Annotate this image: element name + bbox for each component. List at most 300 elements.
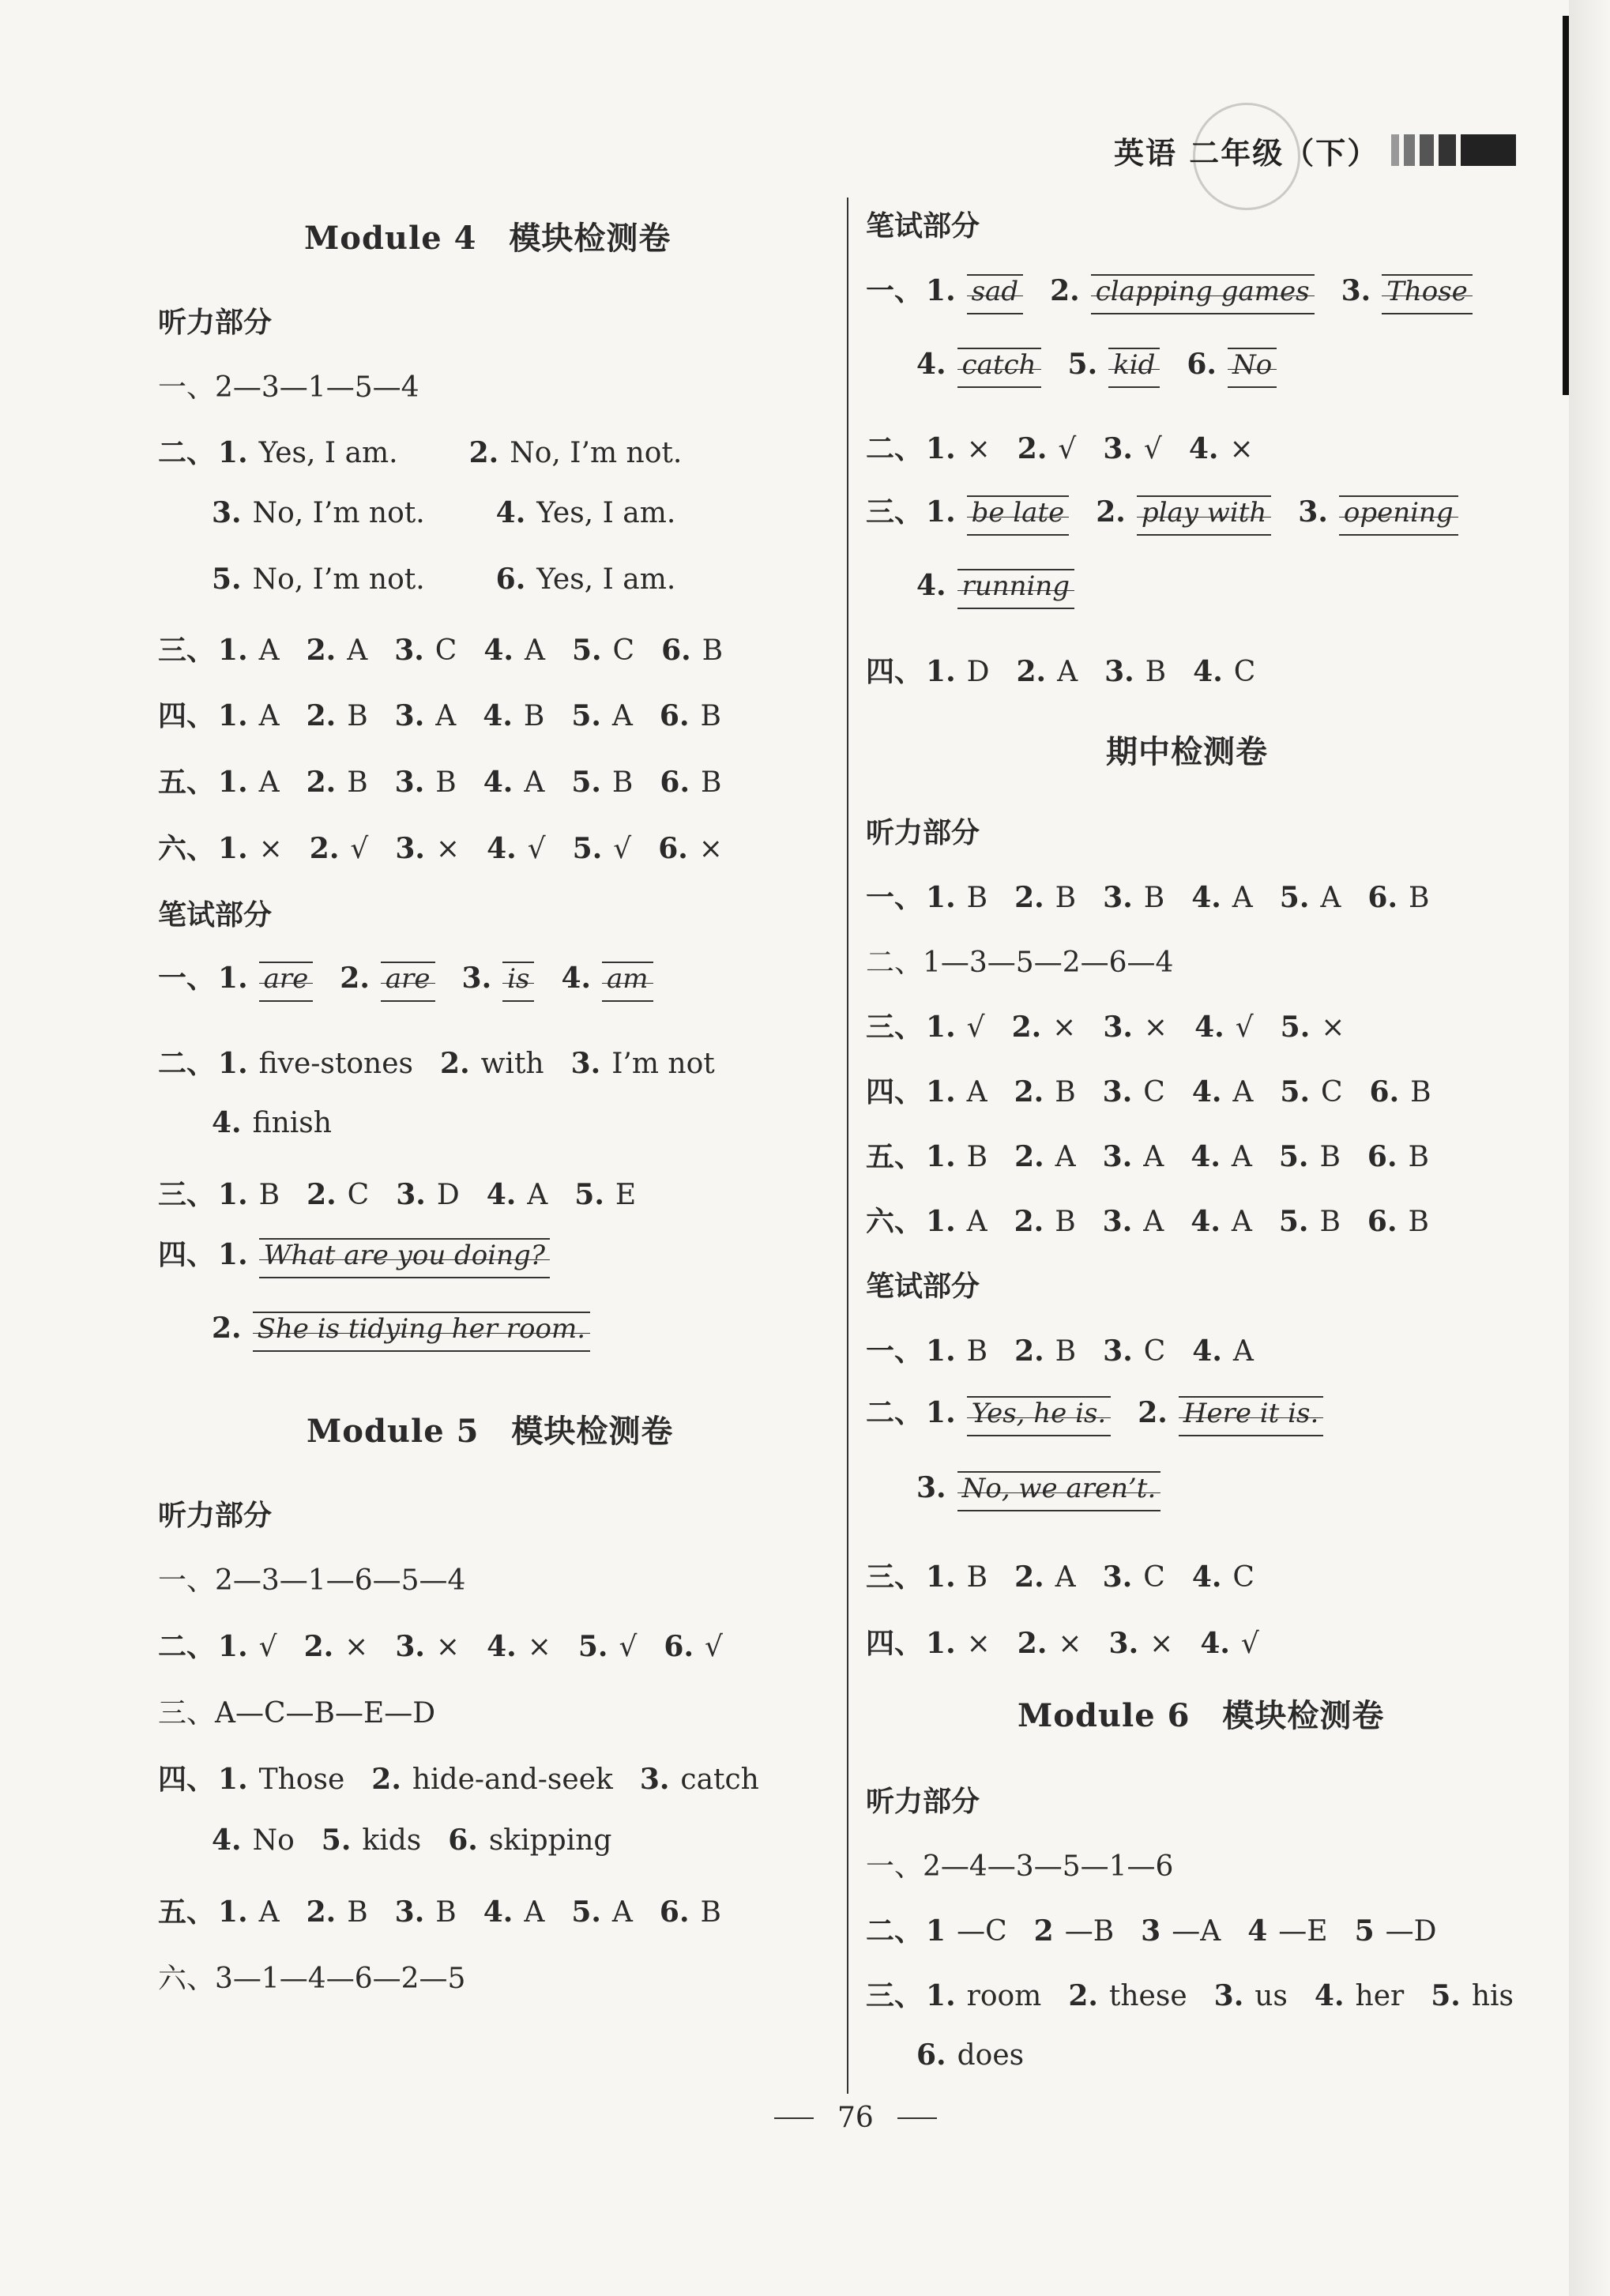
item-number: 1.	[926, 274, 956, 307]
item-number: 2.	[306, 766, 337, 799]
answer-text: B	[700, 1896, 721, 1929]
answer-row-mid-l6	[866, 1199, 1456, 1240]
item-number: 6.	[1187, 348, 1217, 381]
answer-text: A	[524, 766, 545, 799]
item-number: 5.	[212, 563, 242, 596]
answer-item	[926, 1396, 1111, 1436]
item-number: 2.	[1138, 1396, 1168, 1429]
answer-text: B	[966, 882, 988, 914]
item-number: 1.	[218, 1238, 248, 1271]
answer-item	[1192, 1075, 1254, 1108]
answer-text: √	[613, 833, 632, 865]
item-number: 4.	[483, 766, 513, 799]
question-prefix: 三、	[158, 634, 216, 667]
handwritten-answer: catch	[957, 348, 1041, 388]
item-number: 1	[926, 1914, 946, 1948]
answer-item	[212, 563, 425, 596]
answer-text: A	[527, 1179, 548, 1211]
item-number: 6.	[664, 1630, 694, 1663]
item-number: 3.	[570, 1047, 601, 1080]
part-label-mid-write: 笔试部分	[866, 1270, 980, 1303]
answer-item	[926, 1979, 1041, 2012]
answer-item	[1141, 1914, 1221, 1948]
answer-text: A	[524, 634, 545, 667]
part-label-mid-listen: 听力部分	[866, 817, 980, 849]
answer-row-mid-w1	[866, 1329, 1281, 1369]
answer-item	[218, 766, 280, 799]
item-number: 1.	[218, 1047, 248, 1080]
answer-item	[218, 634, 280, 667]
answer-text: A	[1232, 1335, 1254, 1368]
answer-row-m5-w1	[866, 269, 1499, 314]
answer-text: B	[1055, 1335, 1077, 1368]
section-title-m6-title: Module 6 模块检测卷	[1018, 1697, 1385, 1734]
answer-text: B	[1408, 1141, 1429, 1173]
item-number: 3.	[1298, 495, 1328, 529]
item-number: 6.	[658, 832, 688, 865]
item-number: 4.	[1314, 1979, 1345, 2012]
answer-text: Yes, I am.	[536, 497, 676, 529]
answer-item	[218, 1630, 277, 1663]
answer-row-m4-w1	[158, 956, 680, 1002]
item-number: 4.	[483, 699, 513, 732]
question-prefix: 一、	[866, 882, 923, 914]
question-prefix: 二、	[866, 1915, 923, 1948]
answer-item	[496, 496, 676, 529]
answer-text: ×	[435, 833, 461, 865]
item-number: 2.	[306, 634, 337, 667]
answer-item	[916, 348, 1041, 388]
item-number: 2.	[1068, 1979, 1098, 2012]
answer-row-m6-l3	[866, 1974, 1540, 2014]
item-number: 3.	[916, 1471, 946, 1504]
answer-text: —B	[1064, 1915, 1115, 1948]
answer-text: B	[1319, 1141, 1341, 1173]
answer-item	[1103, 1205, 1164, 1238]
question-prefix: 三、	[158, 1179, 216, 1211]
item-number: 4.	[1188, 432, 1219, 465]
handwritten-answer: sad	[967, 274, 1023, 314]
answer-item	[1189, 432, 1254, 465]
answer-text: √	[619, 1631, 638, 1663]
answer-text: ×	[1143, 1011, 1168, 1044]
answer-text: B	[258, 1179, 280, 1211]
item-number: 5.	[572, 832, 603, 865]
item-number: 2.	[1050, 274, 1080, 307]
item-number: 4.	[1200, 1627, 1230, 1660]
answer-line-m4-l1: 一、2—3—1—5—4	[158, 371, 419, 404]
part-label-m4-listen: 听力部分	[158, 307, 273, 339]
answer-item	[1068, 348, 1160, 388]
item-number: 4.	[487, 1630, 517, 1663]
handwritten-answer: opening	[1339, 495, 1458, 536]
answer-item	[660, 766, 721, 799]
item-number: 3.	[461, 962, 492, 995]
answer-item	[1014, 1075, 1076, 1108]
answer-row-m5-w3b	[916, 569, 1101, 609]
section-title-m5-title: Module 5 模块检测卷	[307, 1413, 674, 1450]
answer-text: B	[1408, 882, 1430, 914]
answer-text: B	[347, 766, 368, 799]
item-number: 1.	[926, 495, 956, 529]
item-number: 1.	[926, 1011, 956, 1044]
item-number: 5.	[571, 634, 602, 667]
answer-text: his	[1471, 1980, 1514, 2012]
answer-text: √	[1235, 1011, 1254, 1044]
handwritten-answer: running	[957, 569, 1074, 609]
answer-item	[395, 832, 460, 865]
answer-item	[661, 634, 723, 667]
answer-row-m5-w1b	[916, 348, 1303, 388]
handwritten-answer: Yes, he is.	[967, 1396, 1112, 1436]
item-number: 4.	[1191, 1560, 1222, 1594]
item-number: 6.	[1367, 1205, 1397, 1238]
item-number: 1.	[926, 432, 956, 465]
answer-text: A	[1057, 656, 1078, 688]
item-number: 1.	[926, 1979, 956, 2012]
answer-row-m5-l5	[158, 1890, 748, 1930]
item-number: 4.	[487, 832, 517, 865]
answer-item	[1367, 1140, 1429, 1173]
item-number: 5.	[1278, 1140, 1309, 1173]
item-number: 5.	[1067, 348, 1098, 381]
item-number: 3.	[639, 1763, 670, 1796]
answer-item	[926, 1334, 987, 1368]
answer-item	[571, 766, 633, 799]
answer-text: B	[966, 1335, 988, 1368]
item-number: 1.	[218, 766, 248, 799]
answer-text: B	[700, 766, 722, 799]
answer-item	[496, 563, 676, 596]
answer-item	[212, 1106, 332, 1139]
answer-item	[571, 1895, 633, 1929]
answer-item	[218, 1047, 413, 1080]
answer-row-m4-l3	[158, 628, 750, 668]
item-number: 3.	[1102, 1075, 1133, 1108]
answer-text: No, I’m not.	[252, 497, 425, 529]
answer-item	[1103, 432, 1162, 465]
item-number: 6.	[1367, 1140, 1397, 1173]
item-number: 3.	[212, 496, 242, 529]
answer-item	[574, 1178, 636, 1211]
item-number: 2.	[1016, 655, 1047, 688]
answer-item	[571, 1047, 715, 1080]
answer-item	[307, 1178, 369, 1211]
question-prefix: 二、	[866, 1397, 923, 1429]
answer-item	[483, 766, 545, 799]
item-number: 2.	[1014, 1075, 1044, 1108]
answer-item	[395, 699, 457, 732]
answer-text: B	[1145, 656, 1167, 688]
item-number: 2.	[440, 1047, 470, 1080]
item-number: 3.	[1108, 1627, 1139, 1660]
answer-text: —D	[1385, 1915, 1437, 1948]
answer-row-m4-w3	[158, 1172, 663, 1213]
answer-text: C	[612, 634, 635, 667]
item-number: 2.	[468, 436, 499, 469]
question-prefix: 五、	[866, 1141, 923, 1173]
answer-text: D	[966, 656, 990, 688]
answer-item	[926, 274, 1023, 314]
question-prefix: 六、	[158, 833, 216, 865]
item-number: 2.	[1014, 881, 1044, 914]
answer-item	[1370, 1075, 1431, 1108]
answer-item	[218, 832, 283, 865]
item-number: 3.	[394, 699, 425, 732]
answer-text: A	[966, 1206, 987, 1238]
answer-item	[440, 1047, 544, 1080]
answer-text: hide-and-seek	[412, 1763, 613, 1796]
answer-text: B	[966, 1561, 988, 1594]
answer-text: ×	[966, 1628, 991, 1660]
answer-row-m6-l3b	[916, 2038, 1051, 2072]
answer-item	[218, 436, 398, 469]
answer-row-mid-l5	[866, 1135, 1456, 1175]
item-number: 4.	[916, 348, 946, 381]
answer-line-m6-l1: 一、2—4—3—5—1—6	[866, 1850, 1174, 1883]
item-number: 6.	[661, 634, 691, 667]
answer-text: finish	[252, 1107, 332, 1139]
item-number: 2.	[371, 1763, 401, 1796]
answer-item	[487, 1630, 551, 1663]
answer-item	[1014, 1140, 1076, 1173]
answer-text: D	[436, 1179, 460, 1211]
item-number: 2.	[1014, 1560, 1044, 1594]
answer-item	[1281, 1011, 1345, 1044]
item-number: 3.	[396, 1178, 426, 1211]
answer-item	[573, 832, 632, 865]
answer-row-mid-l1	[866, 875, 1456, 916]
answer-text: C	[347, 1179, 370, 1211]
answer-row-mid-w4	[866, 1621, 1286, 1662]
answer-text: B	[700, 700, 721, 732]
answer-row-m4-l2a	[158, 431, 753, 471]
answer-item	[658, 832, 723, 865]
question-prefix: 六、	[866, 1206, 923, 1238]
answer-text: A	[258, 634, 280, 667]
item-number: 1.	[926, 881, 956, 914]
answer-text: these	[1108, 1980, 1187, 2012]
answer-row-m5-w3	[866, 490, 1485, 536]
answer-row-m4-l2c	[212, 563, 747, 596]
answer-item	[1431, 1979, 1514, 2012]
answer-item	[916, 2038, 1024, 2072]
handwritten-answer: No, we aren’t.	[957, 1471, 1161, 1511]
handwritten-answer: be late	[967, 495, 1070, 536]
item-number: 4.	[1191, 1205, 1221, 1238]
answer-text: I’m not	[611, 1048, 715, 1080]
item-number: 2.	[1017, 1627, 1048, 1660]
answer-text: A	[1055, 1561, 1076, 1594]
answer-text: B	[611, 766, 634, 799]
item-number: 4.	[916, 569, 946, 602]
answer-text: A	[1232, 1076, 1254, 1108]
item-number: 4.	[495, 496, 526, 529]
answer-item	[640, 1763, 759, 1796]
question-prefix: 四、	[158, 1239, 216, 1271]
part-label-m6-listen: 听力部分	[866, 1786, 980, 1818]
answer-item	[926, 495, 1069, 536]
answer-text: ×	[966, 433, 991, 465]
answer-text: A	[966, 1076, 987, 1108]
answer-item	[1191, 881, 1253, 914]
answer-item	[448, 1824, 611, 1857]
question-prefix: 三、	[866, 1980, 923, 2012]
page-number: 76	[837, 2102, 874, 2134]
answer-item	[916, 569, 1074, 609]
part-label-m4-write: 笔试部分	[158, 899, 273, 932]
answer-text: √	[527, 833, 546, 865]
answer-text: B	[347, 700, 368, 732]
answer-text: ×	[1052, 1011, 1077, 1044]
answer-line-m5-l1: 一、2—3—1—6—5—4	[158, 1564, 466, 1597]
answer-text: —A	[1172, 1915, 1221, 1948]
question-prefix: 三、	[866, 1011, 923, 1044]
item-number: 3.	[1341, 274, 1371, 307]
answer-text: A	[1231, 1141, 1252, 1173]
item-number: 5.	[321, 1824, 352, 1857]
item-number: 4.	[1193, 655, 1223, 688]
item-number: 3.	[394, 766, 425, 799]
item-number: 1.	[926, 1075, 956, 1108]
answer-item	[1096, 495, 1271, 536]
answer-item	[571, 699, 633, 732]
item-number: 2.	[303, 1630, 334, 1663]
answer-item	[1214, 1979, 1288, 2012]
item-number: 5.	[574, 1178, 604, 1211]
handwritten-answer: kid	[1108, 348, 1160, 388]
question-prefix: 四、	[866, 656, 923, 688]
item-number: 1.	[218, 962, 248, 995]
answer-text: √	[1058, 433, 1077, 465]
item-number: 4.	[483, 1895, 513, 1929]
answer-item	[218, 962, 313, 1002]
item-number: 1.	[218, 436, 248, 469]
answer-item	[1103, 1075, 1165, 1108]
item-number: 2.	[340, 962, 370, 995]
answer-row-m4-l4	[158, 694, 748, 734]
answer-row-m5-w2	[866, 427, 1281, 467]
item-number: 3.	[1103, 1334, 1133, 1368]
answer-text: No, I’m not.	[252, 563, 425, 596]
answer-item	[1034, 1914, 1115, 1948]
answer-item	[1191, 1140, 1252, 1173]
handwritten-answer: am	[602, 962, 653, 1002]
answer-row-m5-l2	[158, 1624, 750, 1665]
answer-text: ×	[344, 1631, 369, 1663]
answer-text: A	[1055, 1141, 1076, 1173]
item-number: 5.	[1431, 1979, 1461, 2012]
answer-item	[926, 1914, 1007, 1948]
item-number: 4.	[1192, 1334, 1222, 1368]
answer-item	[1068, 1979, 1187, 2012]
item-number: 1.	[926, 1396, 956, 1429]
answer-item	[307, 1895, 368, 1929]
page-edge-bar	[1563, 16, 1569, 395]
item-number: 2.	[1096, 495, 1126, 529]
answer-row-m4-w2	[158, 1041, 742, 1082]
section-title-mid-title: 期中检测卷	[1106, 733, 1268, 770]
answer-text: C	[434, 634, 457, 667]
answer-text: Yes, I am.	[536, 563, 676, 596]
answer-text: ×	[258, 833, 283, 865]
item-number: 3.	[1102, 1205, 1133, 1238]
item-number: 2.	[309, 832, 340, 865]
item-number: 1.	[218, 699, 248, 732]
answer-item	[926, 1075, 987, 1108]
answer-row-m4-l6	[158, 826, 750, 867]
answer-row-m4-w2b	[212, 1106, 359, 1139]
answer-item	[462, 962, 535, 1002]
answer-item	[926, 1205, 987, 1238]
answer-item	[926, 1560, 987, 1594]
answer-row-m4-l2b	[212, 496, 747, 529]
item-number: 4.	[1191, 1075, 1222, 1108]
answer-text: A	[258, 1896, 280, 1929]
header-title: 英语 二年级（下）	[1114, 135, 1379, 171]
answer-text: E	[615, 1179, 637, 1211]
item-number: 5.	[1279, 881, 1310, 914]
answer-item	[1341, 274, 1473, 314]
answer-line-m5-l6: 六、3—1—4—6—2—5	[158, 1963, 466, 1995]
item-number: 4.	[1191, 881, 1221, 914]
question-prefix: 四、	[158, 1763, 216, 1796]
answer-item	[218, 1763, 344, 1796]
item-number: 3.	[395, 1630, 425, 1663]
answer-text: B	[966, 1141, 988, 1173]
answer-item	[1280, 881, 1341, 914]
answer-row-m4-l5	[158, 760, 748, 800]
answer-item	[483, 634, 545, 667]
handwritten-answer: are	[381, 962, 435, 1002]
item-number: 1.	[218, 1630, 248, 1663]
answer-text: C	[1321, 1076, 1343, 1108]
part-label-m5-listen: 听力部分	[158, 1500, 273, 1532]
answer-item	[1103, 1560, 1165, 1594]
question-prefix: 四、	[158, 700, 216, 732]
answer-item	[307, 634, 368, 667]
column-divider	[847, 198, 848, 2094]
question-prefix: 二、	[158, 1631, 216, 1663]
item-number: 1.	[926, 1334, 956, 1368]
answer-text: A	[524, 1896, 545, 1929]
answer-text: —C	[957, 1915, 1007, 1948]
item-number: 6.	[1367, 881, 1397, 914]
answer-text: B	[1055, 1076, 1076, 1108]
answer-text: √	[258, 1631, 277, 1663]
answer-text: A	[347, 634, 368, 667]
answer-item	[218, 1895, 280, 1929]
answer-item	[307, 766, 368, 799]
item-number: 4	[1247, 1914, 1268, 1948]
answer-item	[304, 1630, 369, 1663]
item-number: 2.	[1014, 1334, 1044, 1368]
answer-item	[660, 699, 721, 732]
answer-text: B	[435, 766, 457, 799]
answer-item	[1104, 655, 1166, 688]
answer-item	[487, 832, 546, 865]
item-number: 2.	[1011, 1011, 1042, 1044]
answer-item	[1018, 432, 1077, 465]
item-number: 6.	[659, 1895, 690, 1929]
item-number: 1.	[218, 634, 248, 667]
answer-text: skipping	[488, 1824, 612, 1857]
answer-item	[1103, 1140, 1164, 1173]
answer-text: A	[1231, 1206, 1252, 1238]
item-number: 4.	[483, 634, 513, 667]
question-prefix: 五、	[158, 766, 216, 799]
answer-item	[310, 832, 369, 865]
